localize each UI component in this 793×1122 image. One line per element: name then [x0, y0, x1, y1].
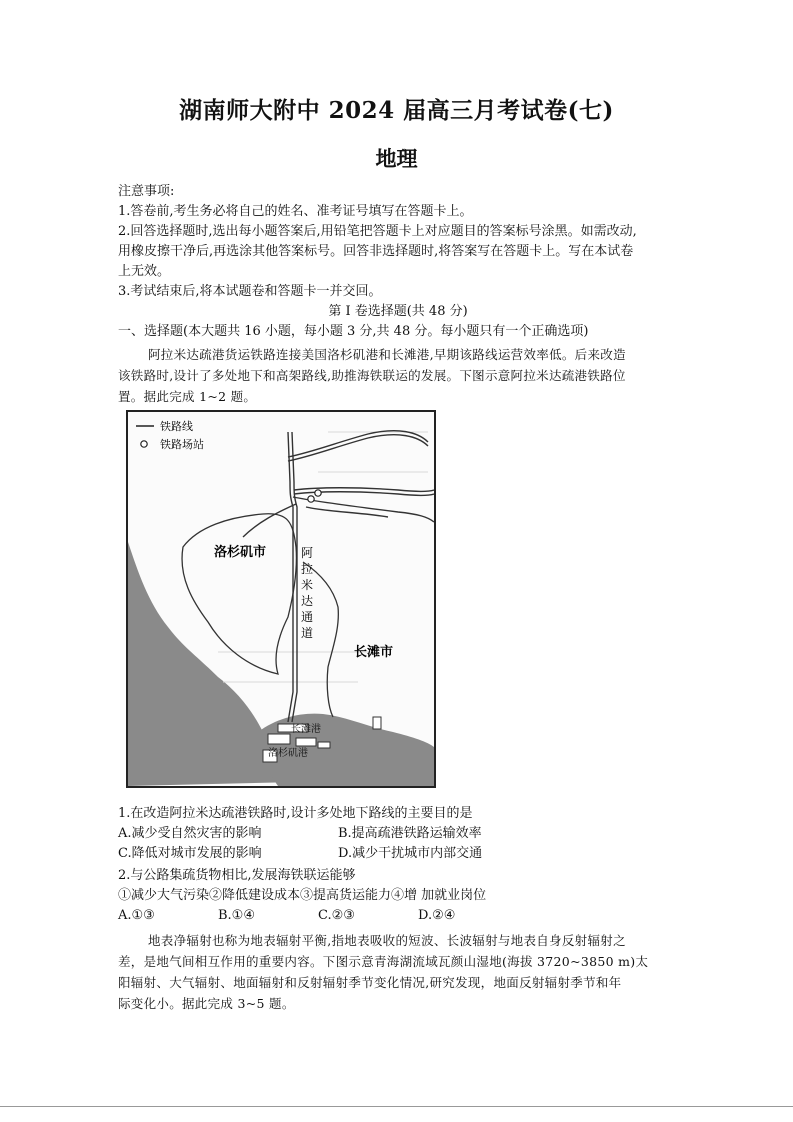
subject-title: 地理: [375, 146, 418, 171]
la-city-label: 洛杉矶市: [214, 545, 267, 560]
corridor-char-4: 达: [301, 594, 314, 608]
la-port-label: 洛杉矶港: [268, 748, 308, 759]
corridor-char-2: 拉: [301, 562, 314, 576]
railway-map: [126, 410, 436, 788]
q1-option-a: A.减少受自然灾害的影响: [118, 826, 262, 841]
legend-rail-label: 铁路线: [160, 420, 193, 433]
q2-option-b: B.①④: [218, 908, 255, 923]
lb-port-label: 长滩港: [291, 724, 321, 735]
passage-2-line-3: 阳辐射、大气辐射、地面辐射和反射辐射季节变化情况,研究发现，地面反射辐射季节和年: [118, 975, 622, 990]
passage-2-line-1: 地表净辐射也称为地表辐射平衡,指地表吸收的短波、长波辐射与地表自身反射辐射之: [148, 933, 626, 948]
notice-section: [118, 182, 678, 342]
notice-item-1: 1.答卷前,考生务必将自己的姓名、准考证号填写在答题卡上。: [118, 204, 473, 219]
question-2: [118, 866, 678, 926]
q2-stem: 2.与公路集疏货物相比,发展海铁联运能够: [118, 868, 356, 883]
corridor-char-3: 米: [301, 578, 314, 592]
notice-item-3: 3.考试结束后,将本试题卷和答题卡一并交回。: [118, 284, 382, 299]
legend-station-symbol: [141, 441, 147, 447]
corridor-char-6: 道: [301, 626, 314, 640]
notice-item-2-line-1: 2.回答选择题时,选出每小题答案后,用铅笔把答题卡上对应题目的答案标号涂黑。如需改动,: [118, 224, 637, 239]
volume-heading: 第 I 卷选择题(共 48 分): [328, 304, 468, 319]
q1-option-c: C.降低对城市发展的影响: [118, 846, 262, 861]
notice-heading: 注意事项:: [118, 184, 175, 199]
question-1: [118, 804, 678, 864]
passage-1: [118, 344, 678, 407]
passage-2-line-2: 差，是地气间相互作用的重要内容。下图示意青海湖流域瓦颜山湿地(海拔 3720~3850 m)太: [118, 954, 649, 969]
q1-stem: 1.在改造阿拉米达疏港铁路时,设计多处地下路线的主要目的是: [118, 806, 473, 821]
q2-option-a: A.①③: [118, 908, 155, 923]
q2-option-c: C.②③: [318, 908, 355, 923]
exam-title: 湖南师大附中 2024 届高三月考试卷(七): [179, 97, 614, 124]
rail-station-2: [315, 490, 321, 496]
q1-option-d: D.减少干扰城市内部交通: [338, 846, 483, 861]
la-city-boundary: [182, 514, 296, 674]
passage-1-line-3: 置。据此完成 1~2 题。: [118, 389, 257, 404]
passage-2-line-4: 际变化小。据此完成 3~5 题。: [118, 996, 295, 1011]
rail-network: [243, 431, 434, 722]
notice-item-2-line-2: 用橡皮擦干净后,再选涂其他答案标号。回答非选择题时,将答案写在答题卡上。写在本试卷: [118, 244, 634, 259]
corridor-char-1: 阿: [301, 546, 314, 560]
corridor-label: [301, 546, 313, 640]
passage-2: [118, 930, 678, 1014]
lb-city-label: 长滩市: [354, 645, 394, 660]
passage-1-line-2: 该铁路时,设计了多处地下和高架路线,助推海铁联运的发展。下图示意阿拉米达疏港铁路位: [118, 368, 626, 383]
rail-station-1: [308, 496, 314, 502]
passage-1-line-1: 阿拉米达疏港货运铁路连接美国洛杉矶港和长滩港,早期该路线运营效率低。后来改造: [148, 347, 626, 362]
section-instruction: 一、选择题(本大题共 16 小题，每小题 3 分,共 48 分。每小题只有一个正确选项): [118, 324, 589, 339]
page-bottom-edge: [0, 1106, 793, 1107]
railway-map-drawing: [128, 412, 434, 786]
q1-option-b: B.提高疏港铁路运输效率: [338, 826, 482, 841]
q2-items: ①减少大气污染②降低建设成本③提高货运能力④增 加就业岗位: [118, 888, 487, 903]
corridor-char-5: 通: [301, 610, 314, 624]
legend-station-label: 铁路场站: [160, 438, 204, 451]
q2-option-d: D.②④: [418, 908, 456, 923]
notice-item-2-line-3: 上无效。: [118, 264, 171, 279]
